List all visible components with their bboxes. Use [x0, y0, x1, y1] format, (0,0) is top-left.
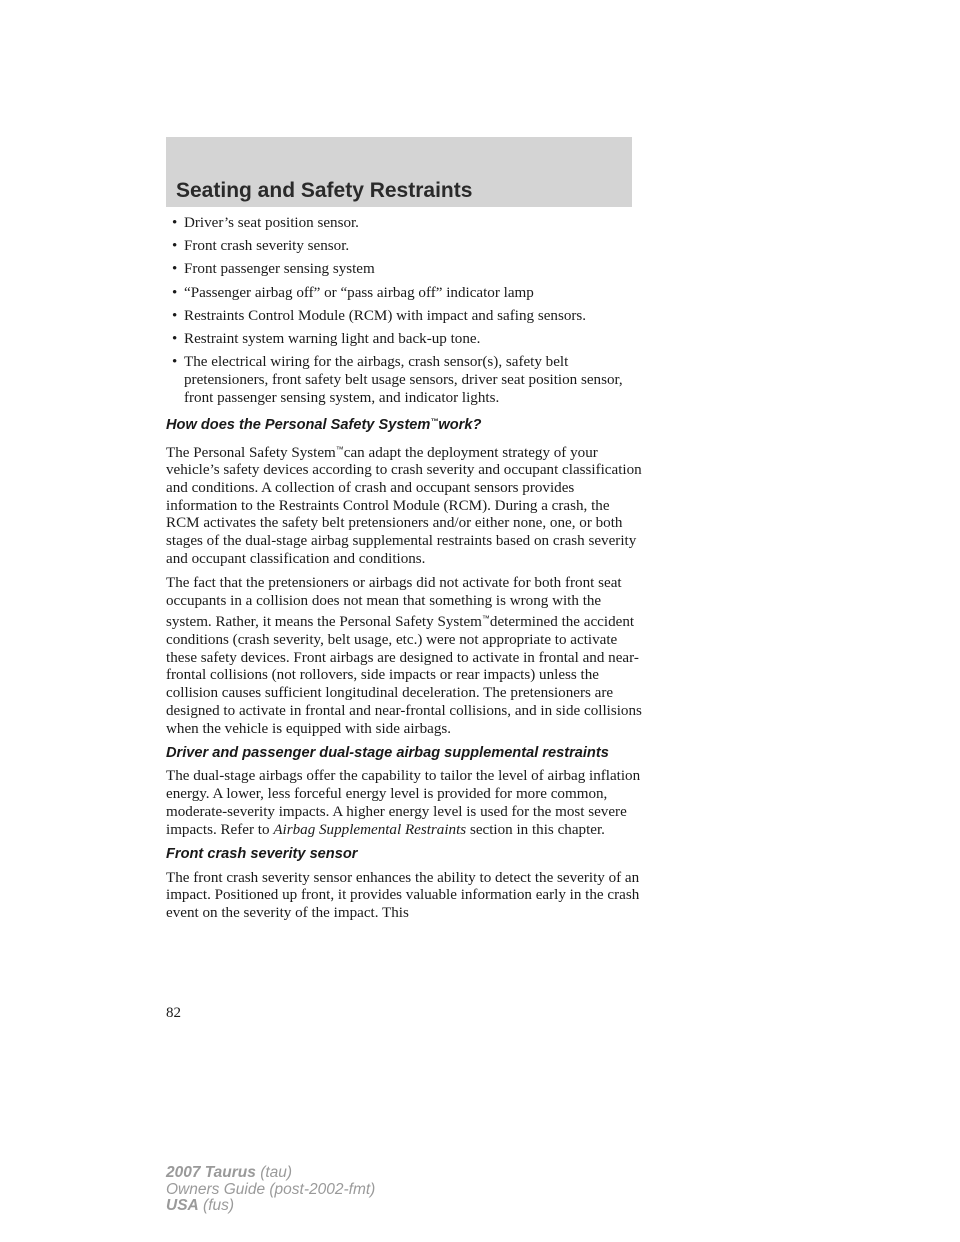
component-list: [166, 215, 646, 407]
list-item: • Front crash severity sensor.: [166, 238, 646, 256]
paragraph-text: can adapt the deployment strategy of your vehicle’s safety devices according to crash severity and occupant classification and conditions. A collection of crash and occupant sensors provides information to the Restraints Control Module (RCM). During a crash, the RCM activates the safety belt pretensioners and/or either none, one, or both stages of the dual-stage airbag supplemental restraints based on crash severity and occupant classification and conditions.: [166, 444, 642, 567]
paragraph-text: The dual-stage airbags offer the capability to tailor the level of airbag inflation energy. A lower, less forceful energy level is provided for more common, moderate-severity impacts. A higher energy level is used for the most severe impacts. Refer to: [166, 768, 641, 838]
section-heading-how-it-works: [166, 413, 646, 435]
footer-code: (fus): [203, 1197, 235, 1214]
body-content: [166, 215, 646, 929]
paragraph: [166, 441, 646, 569]
footer-market: USA: [166, 1197, 199, 1214]
page-number: 82: [166, 1005, 181, 1021]
footer-line: [166, 1165, 375, 1182]
paragraph-text: The Personal Safety System: [166, 444, 336, 461]
list-item: • Restraint system warning light and back-up tone.: [166, 331, 646, 349]
section-heading-dual-stage-airbags: Driver and passenger dual-stage airbag supplemental restraints: [166, 744, 609, 761]
paragraph-text: section in this chapter.: [469, 821, 605, 838]
list-item: • Restraints Control Module (RCM) with impact and safing sensors.: [166, 308, 646, 326]
heading-text: work?: [438, 416, 482, 433]
paragraph: [166, 575, 646, 738]
list-item: • “Passenger airbag off” or “pass airbag off” indicator lamp: [166, 285, 646, 303]
paragraph: The front crash severity sensor enhances the ability to detect the severity of an impact. Positioned up front, it provides valuable information early in the crash event on the severity of the impact. This: [166, 869, 640, 921]
paragraph: [166, 768, 646, 839]
trademark-mark: ™: [481, 614, 490, 624]
list-item: • The electrical wiring for the airbags, crash sensor(s), safety belt pretensioners, front safety belt usage sensors, driver seat position sensor, front passenger sensing system, and indicator lights.: [166, 354, 646, 407]
heading-text: How does the Personal Safety System: [166, 416, 431, 433]
footer-line: Owners Guide (post-2002-fmt): [166, 1180, 376, 1198]
list-item: • Driver’s seat position sensor.: [166, 215, 646, 233]
page-title: Seating and Safety Restraints: [176, 179, 473, 202]
footer: [166, 1165, 375, 1215]
paragraph-text: The fact that the pretensioners or airbags did not activate for both front seat occupants in a collision does not mean that something is wrong with the system. Rather, it means the Personal Safety System: [166, 574, 622, 631]
section-heading-front-crash-sensor: Front crash severity sensor: [166, 845, 358, 862]
footer-code: (tau): [260, 1164, 293, 1181]
section-reference: Airbag Supplemental Restraints: [273, 821, 467, 838]
trademark-mark: ™: [430, 416, 439, 426]
footer-model: 2007 Taurus: [166, 1164, 256, 1181]
paragraph-text: determined the accident conditions (crash severity, belt usage, etc.) were not appropriate to activate these safety devices. Front airbags are designed to activate in frontal and near-frontal collisions (not rollovers, side impacts or rear impacts) unless the collision causes sufficient longitudinal deceleration. The pretensioners are designed to activate in frontal and near-frontal collisions, and in side collisions when the vehicle is equipped with side airbags.: [166, 614, 642, 737]
trademark-mark: ™: [335, 444, 344, 454]
list-item: • Front passenger sensing system: [166, 261, 646, 279]
footer-line: [166, 1198, 375, 1215]
header-band: [166, 137, 632, 207]
